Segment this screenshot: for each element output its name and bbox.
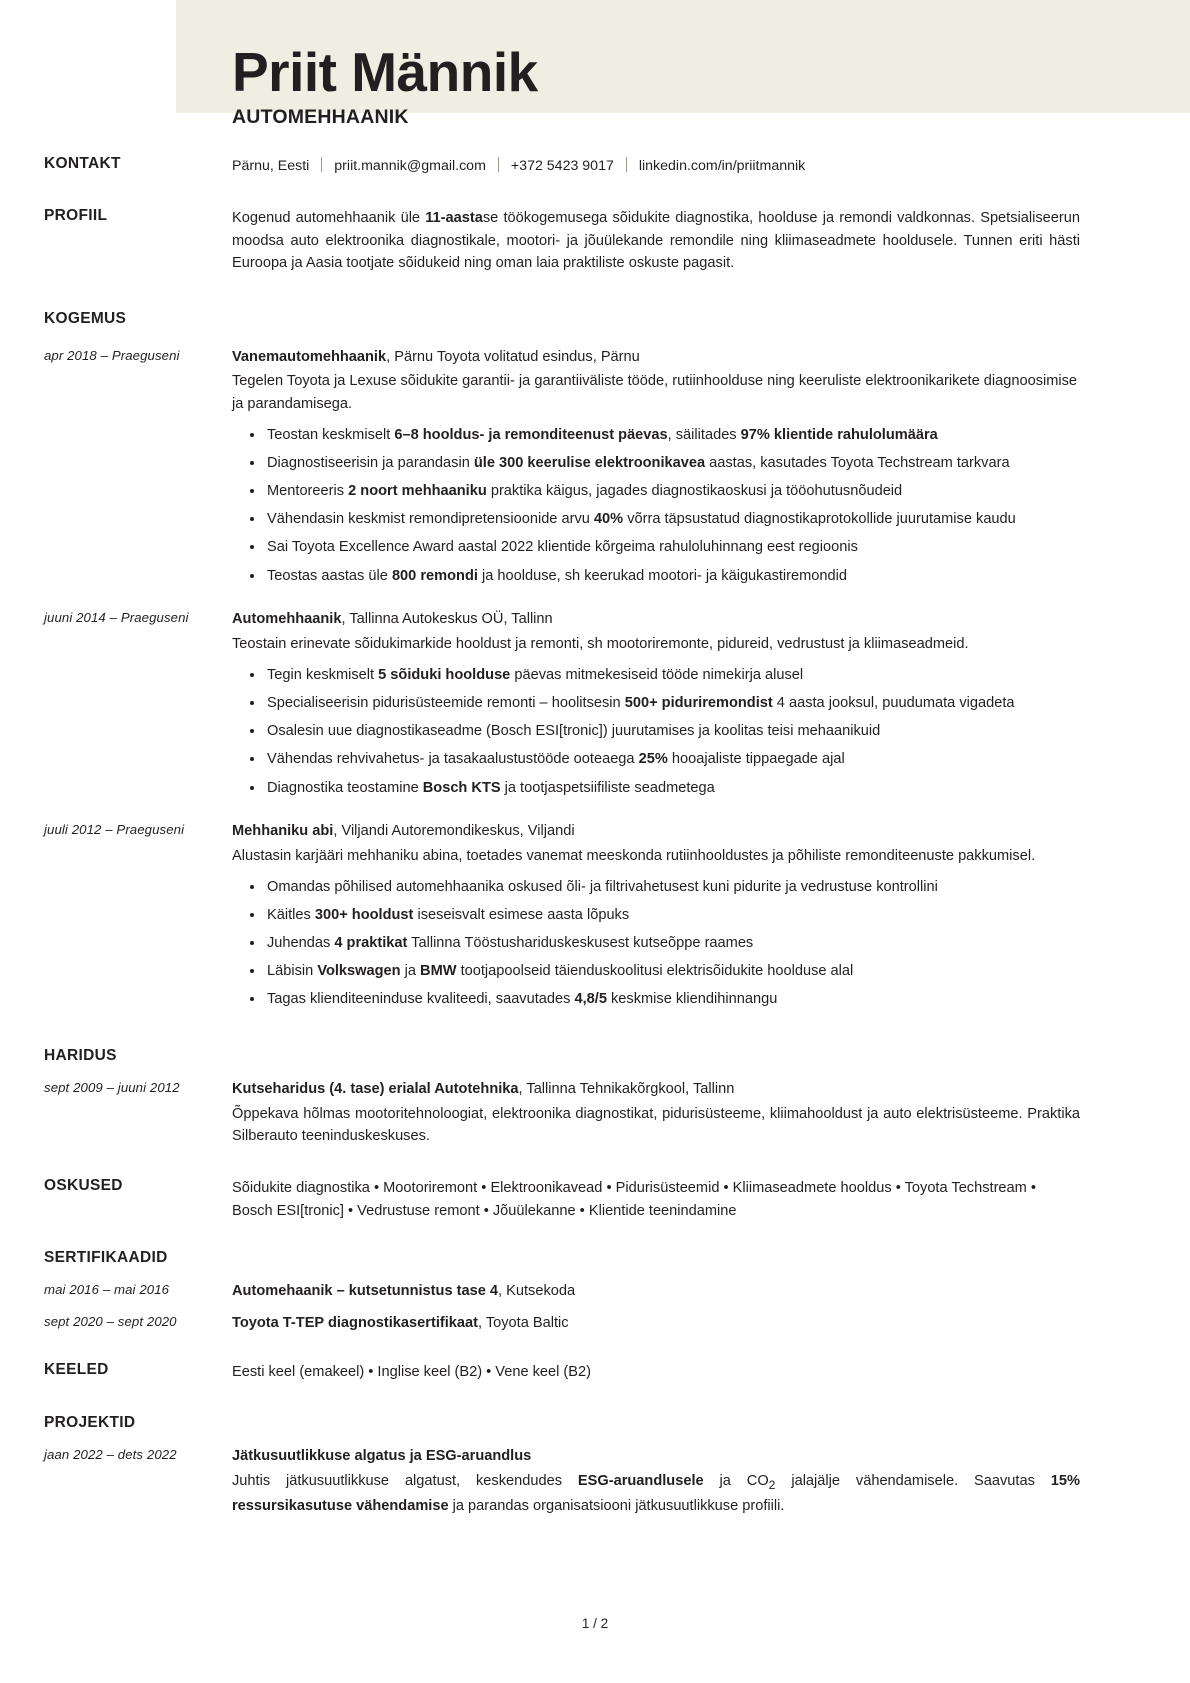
list-item: Diagnostiseerisin ja parandasin üle 300 keerulise elektroonikavea aastas, kasutades Toyota Techstream tarkvara xyxy=(267,452,1080,474)
list-item: Juhendas 4 praktikat Tallinna Tööstushariduskeskusest kutseõppe raames xyxy=(267,932,1080,954)
list-item: Vähendas rehvivahetus- ja tasakaalustustööde ooteaega 25% hooajaliste tippaegade ajal xyxy=(267,748,1080,770)
experience-title-line: Automehhaanik, Tallinna Autokeskus OÜ, Tallinn xyxy=(232,610,553,627)
list-item: Sai Toyota Excellence Award aastal 2022 klientide kõrgeima rahuloluhinnang eest regioonis xyxy=(267,536,1080,558)
experience-daterange: juuli 2012 – Praeguseni xyxy=(44,821,185,837)
contact-line xyxy=(232,155,1080,177)
experience-summary: Teostain erinevate sõidukimarkide hooldust ja remonti, sh mootoriremonte, pidureid, vedrustust ja kliimaseadmeid. xyxy=(232,635,969,652)
experience-bullet-list xyxy=(232,876,1080,1011)
pagination-label: 1 / 2 xyxy=(581,1616,609,1631)
contact-label-col xyxy=(44,155,232,174)
certificate-date-col xyxy=(44,1313,232,1331)
list-item: Läbisin Volkswagen ja BMW tootjapoolseid täienduskoolitusi elektrisõidukite hoolduse alal xyxy=(267,960,1080,982)
experience-date-col xyxy=(44,821,232,839)
list-item: Tagas klienditeeninduse kvaliteedi, saavutades 4,8/5 keskmise kliendihinnangu xyxy=(267,988,1080,1010)
experience-daterange: apr 2018 – Praeguseni xyxy=(44,347,180,363)
project-date-col xyxy=(44,1446,232,1464)
contact-divider-icon xyxy=(498,157,499,172)
education-date-col xyxy=(44,1079,232,1097)
contact-location: Pärnu, Eesti xyxy=(232,158,310,175)
list-item: Specialiseerisin pidurisüsteemide remonti – hoolitsesin 500+ piduriremondist 4 aasta jooksul, puudumata vigadeta xyxy=(267,692,1080,714)
experience-title-line: Mehhaniku abi, Viljandi Autoremondikeskus, Viljandi xyxy=(232,822,575,839)
section-label-education: HARIDUS xyxy=(44,1046,117,1064)
page-footer xyxy=(0,1616,1190,1631)
certificate-entry xyxy=(44,1281,1080,1303)
contact-divider-icon xyxy=(626,157,627,172)
masthead xyxy=(44,0,1080,129)
project-title: Jätkusuutlikkuse algatus ja ESG-aruandlus xyxy=(232,1448,532,1465)
contact-values-col xyxy=(232,155,1080,177)
experience-entry xyxy=(44,347,1080,587)
contact-section xyxy=(44,155,1080,177)
certificate-date-col xyxy=(44,1281,232,1299)
experience-daterange: juuni 2014 – Praeguseni xyxy=(44,609,189,625)
section-label-profile: PROFIIL xyxy=(44,207,108,225)
list-item: Mentoreeris 2 noort mehhaaniku praktika käigus, jagades diagnostikaoskusi ja tööohutusnõudeid xyxy=(267,480,1080,502)
project-entry xyxy=(44,1446,1080,1516)
experience-detail-col xyxy=(232,347,1080,587)
skills-label-col xyxy=(44,1177,232,1196)
section-label-projects: PROJEKTID xyxy=(44,1413,136,1431)
experience-bullet-list xyxy=(232,664,1080,799)
section-label-experience: KOGEMUS xyxy=(44,309,127,327)
contact-email[interactable]: priit.mannik@gmail.com xyxy=(334,158,486,175)
experience-summary: Tegelen Toyota ja Lexuse sõidukite garantii- ja garantiiväliste tööde, rutiinhoolduse ning keeruliste elektroonikarikete diagnoosimise ja parandamisega. xyxy=(232,373,1078,412)
experience-summary: Alustasin karjääri mehhaniku abina, toetades vanemat meeskonda rutiinhooldustes ja põhiliste remonditeenuste pakkumisel. xyxy=(232,847,1036,864)
profile-section xyxy=(44,207,1080,274)
list-item: Osalesin uue diagnostikaseadme (Bosch ESI[tronic]) juurutamises ja koolitas teisi mehaanikuid xyxy=(267,720,1080,742)
languages-section xyxy=(44,1361,1080,1384)
experience-entry xyxy=(44,609,1080,799)
candidate-job-title: AUTOMEHHAANIK xyxy=(232,106,409,129)
section-label-languages: KEELED xyxy=(44,1361,109,1379)
list-item: Omandas põhilised automehhaanika oskused õli- ja filtrivahetusest kuni pidurite ja vedrustuse kontrollini xyxy=(267,876,1080,898)
education-daterange: sept 2009 – juuni 2012 xyxy=(44,1080,180,1096)
certificates-section-header xyxy=(44,1249,1080,1268)
section-label-contact: KONTAKT xyxy=(44,155,121,173)
education-label-col xyxy=(44,1047,232,1066)
profile-text: Kogenud automehhaanik üle 11-aastase töökogemusega sõidukite diagnostika, hoolduse ja remondi valdkonnas. Spetsialiseerun moodsa auto elektroonika diagnostikale, mootori- ja jõuülekande remondile ning kliimaseadmete hooldusele. Tunnen eriti hästi Euroopa ja Aasia tootjate sõidukeid ning oman laia praktiliste oskuste pagasit. xyxy=(232,210,1080,271)
projects-label-col xyxy=(44,1414,232,1433)
experience-bullet-list xyxy=(232,424,1080,587)
list-item: Käitles 300+ hooldust iseseisvalt esimese aasta lõpuks xyxy=(267,904,1080,926)
certificate-title-line: Toyota T-TEP diagnostikasertifikaat, Toyota Baltic xyxy=(232,1315,569,1332)
list-item: Teostas aastas üle 800 remondi ja hoolduse, sh keerukad mootori- ja käigukastiremondid xyxy=(267,565,1080,587)
education-detail-col xyxy=(232,1079,1080,1147)
certificate-title-line: Automehaanik – kutsetunnistus tase 4, Kutsekoda xyxy=(232,1283,576,1300)
experience-label-col xyxy=(44,310,232,329)
experience-title-line: Vanemautomehhaanik, Pärnu Toyota volitatud esindus, Pärnu xyxy=(232,348,640,365)
contact-divider-icon xyxy=(321,157,322,172)
skills-section xyxy=(44,1177,1080,1222)
languages-list: Eesti keel (emakeel) • Inglise keel (B2) • Vene keel (B2) xyxy=(232,1364,592,1381)
education-section-header xyxy=(44,1047,1080,1066)
list-item: Tegin keskmiselt 5 sõiduki hoolduse päevas mitmekesiseid tööde nimekirja alusel xyxy=(267,664,1080,686)
experience-entry xyxy=(44,821,1080,1011)
experience-detail-col xyxy=(232,609,1080,799)
contact-linkedin[interactable]: linkedin.com/in/priitmannik xyxy=(638,158,806,175)
certificate-daterange: mai 2016 – mai 2016 xyxy=(44,1282,170,1298)
certificate-entry xyxy=(44,1313,1080,1335)
project-detail-col xyxy=(232,1446,1080,1516)
languages-text-col xyxy=(232,1361,1080,1384)
certificate-daterange: sept 2020 – sept 2020 xyxy=(44,1314,177,1330)
candidate-name: Priit Männik xyxy=(232,41,538,103)
languages-label-col xyxy=(44,1361,232,1380)
education-entry xyxy=(44,1079,1080,1147)
experience-detail-col xyxy=(232,821,1080,1011)
projects-section-header xyxy=(44,1414,1080,1433)
profile-text-col xyxy=(232,207,1080,274)
project-daterange: jaan 2022 – dets 2022 xyxy=(44,1447,177,1463)
education-description: Õppekava hõlmas mootoritehnoloogiat, elektroonika diagnostikat, pidurisüsteeme, kliimahooldust ja auto elektrisüsteeme. Praktika Silberauto teeninduskeskuses. xyxy=(232,1106,1080,1145)
experience-section-header xyxy=(44,310,1080,329)
list-item: Vähendasin keskmist remondipretensioonide arvu 40% võrra täpsustatud diagnostikaprotokollide juurutamise kaudu xyxy=(267,508,1080,530)
project-description: Juhtis jätkusuutlikkuse algatust, keskendudes ESG-aruandlusele ja $CO_2$ jalajälje vähendamisele. Saavutas 15% ressursikasutuse vähendamise ja parandas organisatsiooni jätkusuutlikkuse profiili. xyxy=(232,1473,1080,1514)
contact-phone[interactable]: +372 5423 9017 xyxy=(510,158,614,175)
section-label-skills: OSKUSED xyxy=(44,1177,123,1195)
education-title-line: Kutseharidus (4. tase) erialal Autotehnika, Tallinna Tehnikakõrgkool, Tallinn xyxy=(232,1081,735,1098)
certificate-detail-col xyxy=(232,1313,1080,1335)
experience-date-col xyxy=(44,347,232,365)
experience-date-col xyxy=(44,609,232,627)
list-item: Teostan keskmiselt 6–8 hooldus- ja remonditeenust päevas, säilitades 97% klientide rahulolumäära xyxy=(267,424,1080,446)
skills-list: Sõidukite diagnostika • Mootoriremont • Elektroonikavead • Pidurisüsteemid • Kliimaseadmete hooldus • Toyota Techstream • Bosch ESI[tronic] • Vedrustuse remont • Jõuülekanne • Klientide teenindamine xyxy=(232,1180,1036,1220)
profile-label-col xyxy=(44,207,232,226)
certificates-label-col xyxy=(44,1249,232,1268)
skills-text-col xyxy=(232,1177,1080,1222)
section-label-certificates: SERTIFIKAADID xyxy=(44,1248,168,1266)
certificate-detail-col xyxy=(232,1281,1080,1303)
list-item: Diagnostika teostamine Bosch KTS ja tootjaspetsiifiliste seadmetega xyxy=(267,777,1080,799)
